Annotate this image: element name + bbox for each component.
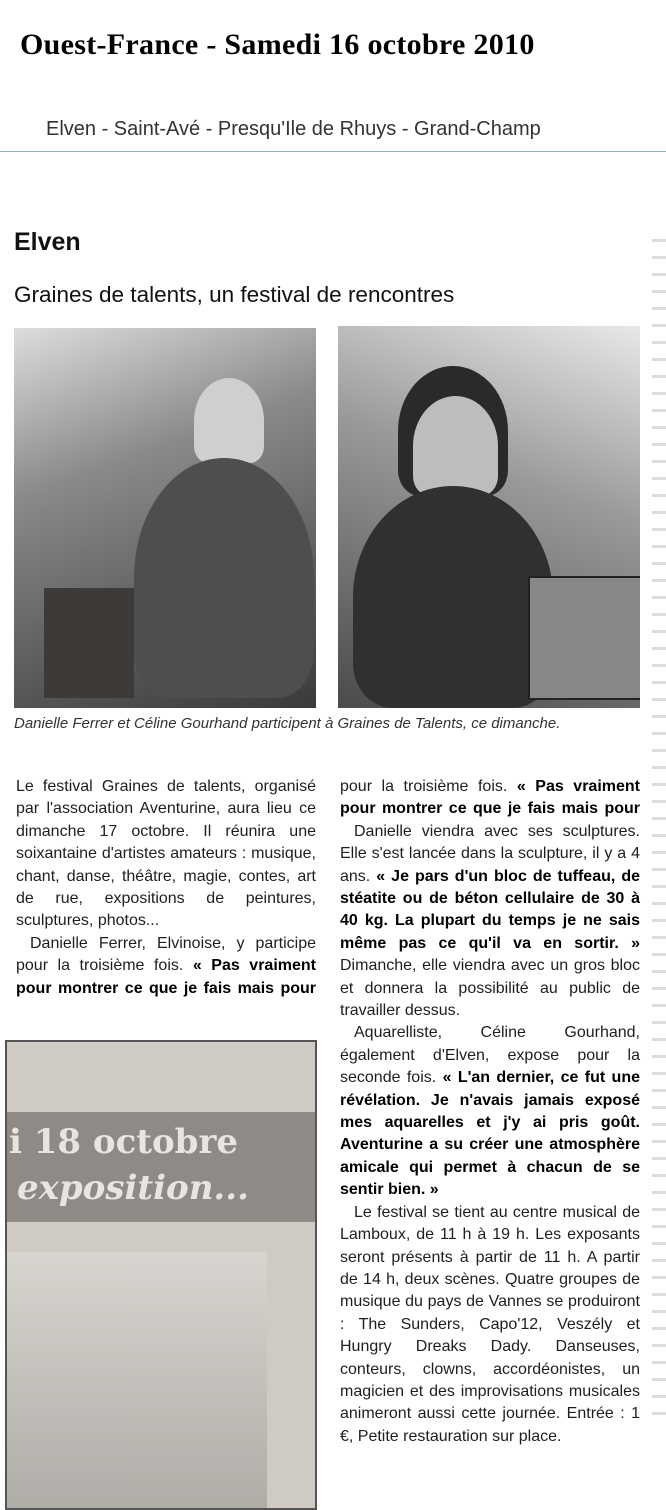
ad-line-1: i 18 octobre <box>9 1122 238 1162</box>
photo-danielle-ferrer <box>14 328 316 708</box>
article-column-right <box>340 821 640 1023</box>
quote: « L'an dernier, ce fut une révélation. Je n'avais jamais exposé mes aquarelles et j'y ai pris goût. Aventurine a su créer une atmosphère amicale qui permet à chacun de se sentir bien. » <box>340 1069 640 1199</box>
paragraph <box>340 776 640 821</box>
section-title: Elven <box>14 228 81 256</box>
text: Aquarelliste, Céline Gourhand, également d'Elven, expose pour la seconde fois. <box>340 1024 640 1087</box>
edition-locations: Elven - Saint-Avé - Presqu'Ile de Rhuys - Grand-Champ <box>46 118 541 140</box>
paragraph <box>16 933 316 1000</box>
quote: « Je pars d'un bloc de tuffeau, de stéatite ou de béton cellulaire de 30 à 40 kg. La plupart du temps je ne sais même pas ce qu'il va en sortir. » <box>340 867 640 952</box>
portrait-face <box>413 396 498 496</box>
portrait-body <box>134 458 314 698</box>
adjacent-article-edge <box>652 225 666 1425</box>
article-headline: Graines de talents, un festival de rencontres <box>14 282 455 307</box>
advertisement <box>5 1040 317 1510</box>
text: pour la troisième fois. <box>340 778 508 796</box>
header-divider <box>0 151 666 152</box>
newspaper-title: Ouest-France - Samedi 16 octobre 2010 <box>20 28 535 61</box>
watercolor-painting <box>528 576 640 700</box>
text: Dimanche, elle viendra avec un gros bloc et donnera la possibilité au public de travailler dessus. <box>340 957 640 1020</box>
photo-caption: Danielle Ferrer et Céline Gourhand participent à Graines de Talents, ce dimanche. <box>14 715 561 732</box>
quote: « Pas vraiment pour montrer ce que je fais mais pour <box>16 957 316 997</box>
portrait-head <box>194 378 264 463</box>
article-column-left <box>16 776 316 1000</box>
photo-celine-gourhand <box>338 326 640 708</box>
paragraph: Le festival se tient au centre musical de Lamboux, de 11 h à 19 h. Les exposants seront présents à partir de 11 h. A partir de 14 h, deux scènes. Quatre groupes de musique du pays de Vannes se produiront : The Sunders, Capo'12, Veszély et Hungry Dreaks Dady. Danseuses, conteurs, clowns, accordéonistes, un magicien et des improvisations musicales animeront aussi cette journée. Entrée : 1 €, Petite restauration sur place. <box>340 1203 640 1445</box>
text: Danielle Ferrer, Elvinoise, y participe pour la troisième fois. <box>16 934 316 975</box>
paragraph: Le festival Graines de talents, organisé par l'association Aventurine, aura lieu ce dimanche 17 octobre. Il réunira une soixantaine d'artistes amateurs : musique, chant, danse, théâtre, magie, contes, art de rue, expositions de peintures, sculptures, photos... <box>16 778 316 930</box>
text: Danielle viendra avec ses sculptures. Elle s'est lancée dans la sculpture, il y a 4 ans. <box>340 822 640 885</box>
quote: « Pas vraiment pour montrer ce que je fais mais pour <box>340 778 640 818</box>
paragraph <box>340 821 640 1023</box>
ad-photo <box>7 1252 267 1508</box>
ad-line-2: exposition... <box>17 1168 249 1208</box>
portrait-body <box>353 486 553 708</box>
quote-continuation <box>340 776 640 821</box>
paragraph <box>340 1022 640 1201</box>
sculpture <box>44 588 134 698</box>
article-column-right-cont <box>340 1022 640 1448</box>
